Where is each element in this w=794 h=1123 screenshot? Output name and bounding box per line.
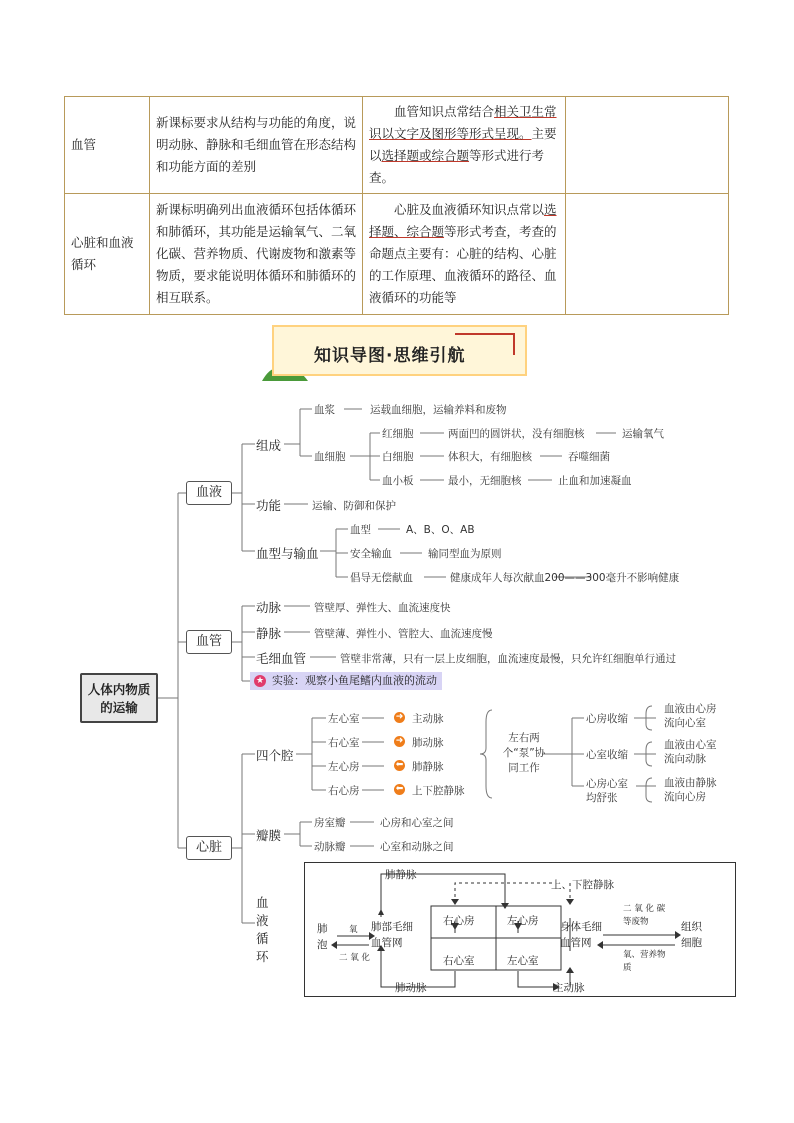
pulmonary-vein-label: 肺静脉 (412, 761, 444, 773)
plasma-function: 运载血细胞，运输养料和废物 (370, 404, 507, 416)
vein-label: 静脉 (256, 626, 282, 641)
av-valve-label: 房室瓣 (314, 817, 346, 829)
rbc-label: 红细胞 (382, 428, 414, 440)
atrial-systole: 心房收缩 (586, 713, 628, 725)
pump-label: 左右两个“泵”协同工作 (502, 732, 546, 774)
requirement-cell: 新课标明确列出血液循环包括体循环和肺循环，其功能是运输氧气、二氧化碳、营养物质、代谢废物和激素等物质，要求能说明体循环和肺循环的相互联系。 (150, 194, 363, 315)
blood-cells-label: 血细胞 (314, 451, 346, 463)
rbc-function: 运输氧气 (622, 428, 664, 440)
blood-type-desc: A、B、O、AB (406, 524, 475, 536)
diagram-co2-waste: 二 氧 化 碳等废物 (623, 904, 666, 927)
diagram-pulmonary-vein: 肺静脉 (385, 869, 417, 881)
experiment-note (250, 672, 442, 690)
analysis-text: 血管知识点常结合 (394, 104, 495, 119)
analysis-text: 主要以 (369, 126, 557, 163)
blood-type-label: 血型 (350, 524, 371, 536)
diagram-alveoli: 肺泡 (317, 923, 328, 951)
analysis-text-underlined: 选择题、综合题 (369, 202, 557, 239)
vein-desc: 管壁薄、弹性小、管腔大、血流速度慢 (314, 628, 493, 640)
diagram-oxygen: 氧 (349, 925, 358, 935)
arterial-valve-desc: 心室和动脉之间 (380, 841, 454, 853)
analysis-text-underlined: 选择题或综合题 (381, 148, 470, 163)
circulation-arrows (305, 863, 737, 998)
heart-node: 心脏 (186, 836, 232, 860)
wbc-function: 吞噬细菌 (568, 451, 610, 463)
topic-cell: 血管 (65, 97, 150, 194)
diagram-aorta: 主动脉 (553, 982, 585, 994)
circulation-label: 血液循环 (256, 895, 269, 964)
donation-label: 倡导无偿献血 (350, 572, 413, 584)
wbc-description: 体积大，有细胞核 (448, 451, 532, 463)
analysis-text: 等形式进行考查。 (369, 148, 545, 185)
diagram-tissue-cells: 组织细胞 (681, 921, 702, 949)
diagram-pulmonary-artery: 肺动脉 (395, 982, 427, 994)
diagram-vena-cava: 上、下腔静脉 (551, 879, 614, 891)
arrow-right-icon: ➜ (395, 736, 404, 746)
topic-cell: 心脏和血液循环 (65, 194, 150, 315)
safe-transfusion-label: 安全输血 (350, 548, 392, 560)
diagram-o2-nutrients: 氧、营养物质 (623, 950, 666, 973)
arterial-valve-label: 动脉瓣 (314, 841, 346, 853)
platelet-function: 止血和加速凝血 (558, 475, 632, 487)
atrial-systole-desc: 血液由心房流向心室 (664, 703, 717, 729)
artery-label: 动脉 (256, 600, 282, 615)
diastole: 心房心室均舒张 (586, 778, 628, 804)
banner-title: 知识导图·思维引航 (314, 346, 466, 366)
artery-desc: 管壁厚、弹性大、血流速度快 (314, 602, 451, 614)
diagram-co2: 二 氧 化 (339, 953, 370, 963)
circulation-diagram (304, 862, 736, 997)
av-valve-desc: 心房和心室之间 (380, 817, 454, 829)
blood-types-label: 血型与输血 (256, 546, 319, 561)
pulmonary-artery-label: 肺动脉 (412, 737, 444, 749)
diagram-left-atrium: 左心房 (507, 915, 539, 927)
wbc-label: 白细胞 (382, 451, 414, 463)
aorta-label: 主动脉 (412, 713, 444, 725)
diastole-desc: 血液由静脉流向心房 (664, 777, 717, 803)
blood-function-desc: 运输、防御和保护 (312, 500, 396, 512)
capillary-label: 毛细血管 (256, 651, 307, 666)
left-atrium: 左心房 (328, 761, 360, 773)
chambers-label: 四个腔 (256, 748, 294, 763)
blood-node: 血液 (186, 481, 232, 505)
experiment-label: 实验：观察小鱼尾鳍内血液的流动 (272, 674, 437, 687)
left-ventricle: 左心室 (328, 713, 360, 725)
platelet-description: 最小，无细胞核 (448, 475, 522, 487)
composition-label: 组成 (256, 438, 282, 453)
arrow-left-icon: ⬅ (395, 784, 404, 794)
analysis-text: 心脏及血液循环知识点常以 (394, 202, 545, 217)
diagram-lung-capillaries: 肺部毛细血管网 (371, 921, 413, 949)
diagram-body-capillaries: 身体毛细血管网 (560, 921, 602, 949)
safe-transfusion-desc: 输同型血为原则 (428, 548, 502, 560)
blood-function-label: 功能 (256, 498, 282, 513)
diagram-right-ventricle: 右心室 (443, 955, 475, 967)
star-icon: ★ (255, 676, 265, 686)
vessel-node: 血管 (186, 630, 232, 654)
requirement-cell: 新课标要求从结构与功能的角度，说明动脉、静脉和毛细血管在形态结构和功能方面的差别 (150, 97, 363, 194)
plasma-label: 血浆 (314, 404, 335, 416)
diagram-left-ventricle: 左心室 (507, 955, 539, 967)
ventricular-systole: 心室收缩 (586, 749, 628, 761)
arrow-left-icon: ⬅ (395, 760, 404, 770)
root-node: 人体内物质的运输 (80, 673, 158, 723)
vena-cava-label: 上下腔静脉 (412, 785, 465, 797)
analysis-text-underlined: 相关卫生常识以文字及图形等形式呈现。 (369, 104, 557, 141)
diagram-right-atrium: 右心房 (443, 915, 475, 927)
platelet-label: 血小板 (382, 475, 414, 487)
analysis-text: 等形式考查，考查的命题点主要有：心脏的结构、心脏的工作原理、血液循环的路径、血液循环的功能等 (369, 224, 557, 305)
right-atrium: 右心房 (328, 785, 360, 797)
ventricular-systole-desc: 血液由心室流向动脉 (664, 739, 717, 765)
right-ventricle: 右心室 (328, 737, 360, 749)
donation-desc: 健康成年人每次献血200——300毫升不影响健康 (450, 572, 680, 584)
arrow-right-icon: ➜ (395, 712, 404, 722)
rbc-description: 两面凹的圆饼状，没有细胞核 (448, 428, 585, 440)
capillary-desc: 管壁非常薄，只有一层上皮细胞，血流速度最慢，只允许红细胞单行通过 (340, 653, 676, 665)
valve-label: 瓣膜 (256, 828, 282, 843)
